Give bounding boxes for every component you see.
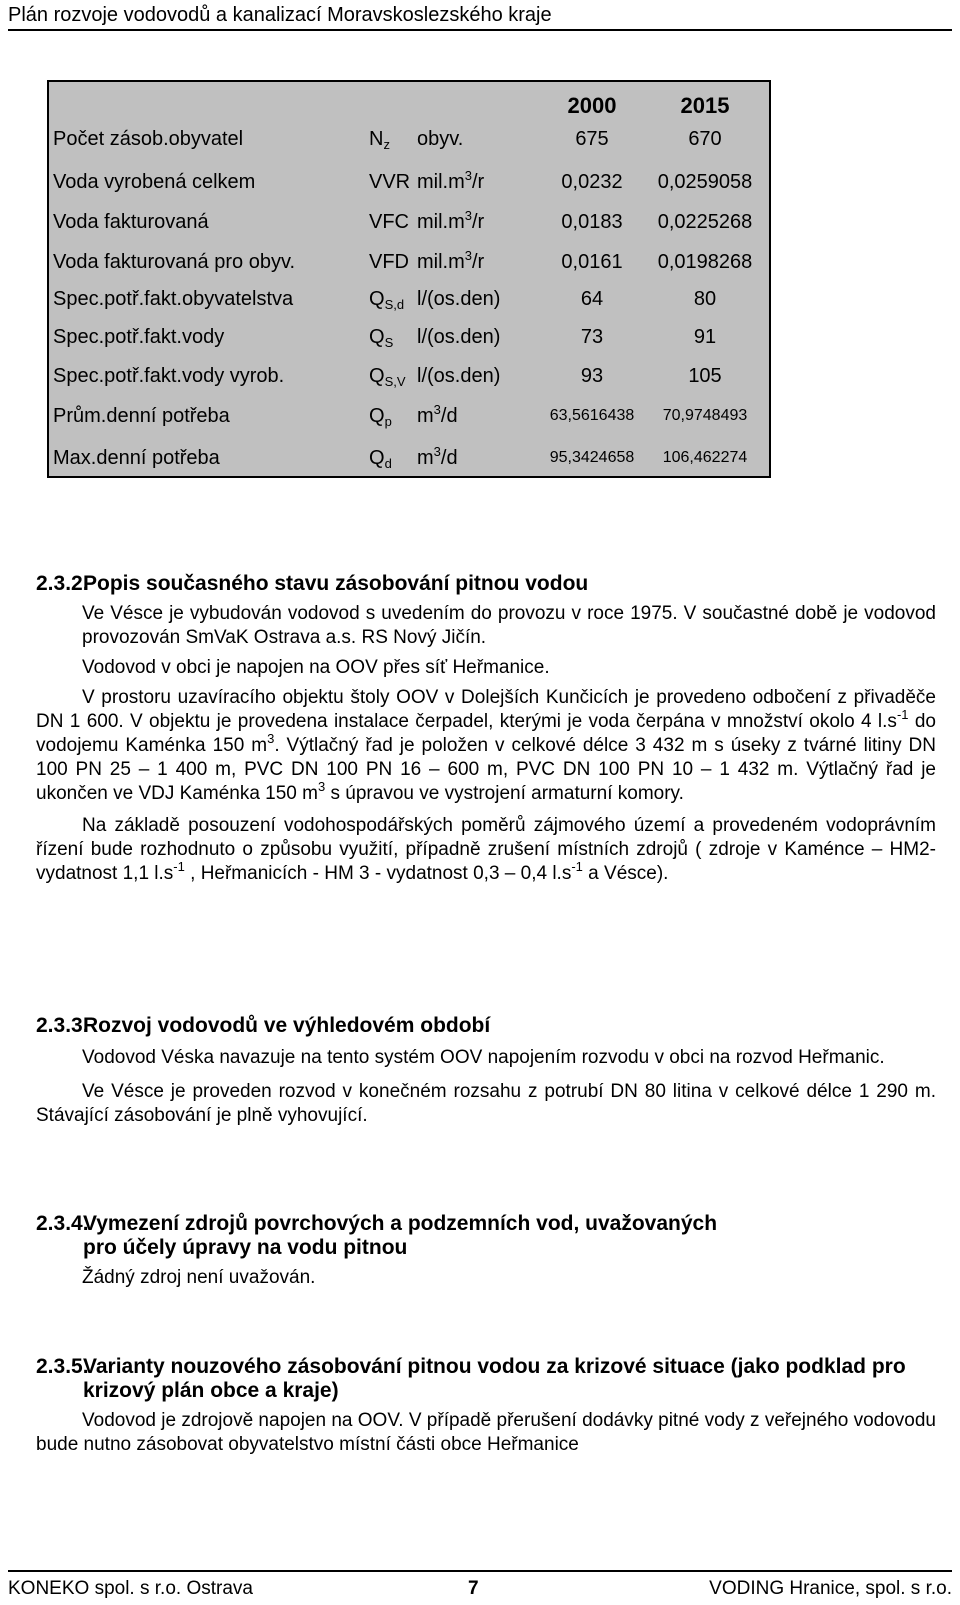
row-symbol: $Q_d$: [369, 447, 392, 471]
value-2015: 80: [693, 288, 717, 310]
page-footer: [8, 1570, 952, 1604]
value-2015: 91: [693, 326, 717, 348]
row-label: Voda fakturovaná pro obyv.: [53, 251, 296, 273]
row-symbol: $N_z$: [369, 128, 390, 152]
row-label: Spec.potř.fakt.obyvatelstva: [53, 288, 294, 310]
value-2015: 0,0259058: [657, 171, 753, 193]
value-2000: 73: [580, 326, 604, 348]
row-label: Spec.potř.fakt.vody: [53, 326, 225, 348]
page-number: 7: [468, 1578, 479, 1599]
section-heading: 2.3.2.Popis současného stavu zásobování pitnou vodou: [36, 572, 589, 595]
section-2-3-3: [36, 1014, 936, 1128]
row-label: Prům.denní potřeba: [53, 405, 230, 427]
paragraph: Ve Vésce je vybudován vodovod s uvedením do provozu v roce 1975. V součastné době je vodovod provozován SmVaK Ostrava a.s. RS Nový Jičín.: [82, 603, 936, 648]
paragraph: Vodovod je zdrojově napojen na OOV. V případě přerušení dodávky pitné vody z veřejného vodovodu bude nutno zásobovat obyvatelstvo místní části obce Heřmanice: [36, 1410, 936, 1455]
section-2-3-2: [36, 572, 936, 886]
row-symbol: VVR: [369, 171, 411, 193]
value-2015: 0,0225268: [657, 211, 753, 233]
document-title: Plán rozvoje vodovodů a kanalizací Moravskoslezského kraje: [8, 4, 552, 26]
value-2015: 70,9748493: [662, 407, 748, 424]
paragraph: Na základě posouzení vodohospodářských poměrů zájmového území a provedeném vodoprávním řízení bude rozhodnuto o způsobu využití, případně zrušení místních zdrojů ( zdroje v Kaménce – HM2- vydatnost 1,1 $l.s^{-1}$ , Heřmanicích - HM 3 - vydatnost 0,3 – 0,4 $l.s^{-1}$ a Vésce).: [36, 815, 936, 884]
row-unit: $mil.m^3/r$: [417, 208, 485, 233]
footer-right: VODING Hranice, spol. s r.o.: [709, 1578, 952, 1599]
row-label: Počet zásob.obyvatel: [53, 128, 244, 150]
row-unit: $m^3/d$: [417, 444, 458, 469]
row-unit: obyv.: [417, 128, 464, 150]
year-2000: 2000: [567, 93, 617, 118]
value-2015: 105: [688, 365, 722, 387]
row-unit: $m^3/d$: [417, 402, 458, 427]
value-2000: 64: [580, 288, 604, 310]
value-2000: 93: [580, 365, 604, 387]
value-2000: 675: [575, 128, 609, 150]
row-unit: l/(os.den): [417, 365, 501, 387]
paragraph: V prostoru uzavíracího objektu štoly OOV v Dolejších Kunčicích je provedeno odbočení z přivaděče DN 1 600. V objektu je provedena instalace čerpadel, kterými je voda čerpána v množství okolo 4 $l.s^{-1}$ do vodojemu Kaménka 150 $m^3$. Výtlačný řad je položen v celkové délce 3 432 m s úseky z tvárné litiny DN 100 PN 25 – 1 400 m, PVC DN 100 PN 16 – 600 m, PVC DN 100 PN 10 – 1 432 m. Výtlačný řad je ukončen ve VDJ Kaménka 150 $m^3$ s úpravou ve vystrojení armaturní komory.: [36, 687, 936, 804]
water-demand-table: [47, 80, 771, 478]
page-header: [8, 3, 952, 31]
year-2015: 2015: [680, 93, 730, 118]
value-2015: 0,0198268: [657, 251, 753, 273]
value-2000: 63,5616438: [549, 407, 635, 424]
row-unit: $mil.m^3/r$: [417, 168, 485, 193]
row-symbol: VFD: [369, 251, 409, 273]
row-label: Voda vyrobená celkem: [53, 171, 256, 193]
row-label: Max.denní potřeba: [53, 447, 220, 469]
row-symbol: $Q_{S,d}$: [369, 288, 405, 312]
value-2015: 106,462274: [662, 449, 748, 466]
paragraph: Žádný zdroj není uvažován.: [82, 1267, 316, 1288]
value-2000: 0,0183: [561, 211, 623, 233]
row-unit: l/(os.den): [417, 326, 501, 348]
section-2-3-4: [36, 1212, 936, 1290]
paragraph: Vodovod Véska navazuje na tento systém OOV napojením rozvodu v obci na rozvod Heřmanic.: [82, 1047, 885, 1068]
row-symbol: $Q_S$: [369, 326, 394, 350]
row-symbol: $Q_p$: [369, 405, 392, 429]
section-heading: 2.3.4. Vymezení zdrojů povrchových a podzemních vod, uvažovaných pro účely úpravy na vodu pitnou: [36, 1212, 718, 1259]
section-heading: 2.3.3.Rozvoj vodovodů ve výhledovém období: [36, 1014, 491, 1037]
footer-left: KONEKO spol. s r.o. Ostrava: [8, 1578, 253, 1599]
value-2000: 0,0161: [561, 251, 623, 273]
row-label: Spec.potř.fakt.vody vyrob.: [53, 365, 285, 387]
value-2000: 0,0232: [561, 171, 623, 193]
row-symbol: $Q_{S,V}$: [369, 365, 406, 389]
section-heading: 2.3.5. Varianty nouzového zásobování pitnou vodou za krizové situace (jako podklad pro krizový plán obce a kraje): [36, 1355, 906, 1402]
row-unit: l/(os.den): [417, 288, 501, 310]
value-2015: 670: [688, 128, 722, 150]
row-unit: $mil.m^3/r$: [417, 248, 485, 273]
row-symbol: VFC: [369, 211, 409, 233]
paragraph: Vodovod v obci je napojen na OOV přes síť Heřmanice.: [82, 657, 550, 678]
section-2-3-5: [36, 1355, 936, 1457]
paragraph: Ve Vésce je proveden rozvod v konečném rozsahu z potrubí DN 80 litina v celkové délce 1 290 m. Stávající zásobování je plně vyhovující.: [36, 1081, 936, 1126]
value-2000: 95,3424658: [549, 449, 635, 466]
row-label: Voda fakturovaná: [53, 211, 209, 233]
